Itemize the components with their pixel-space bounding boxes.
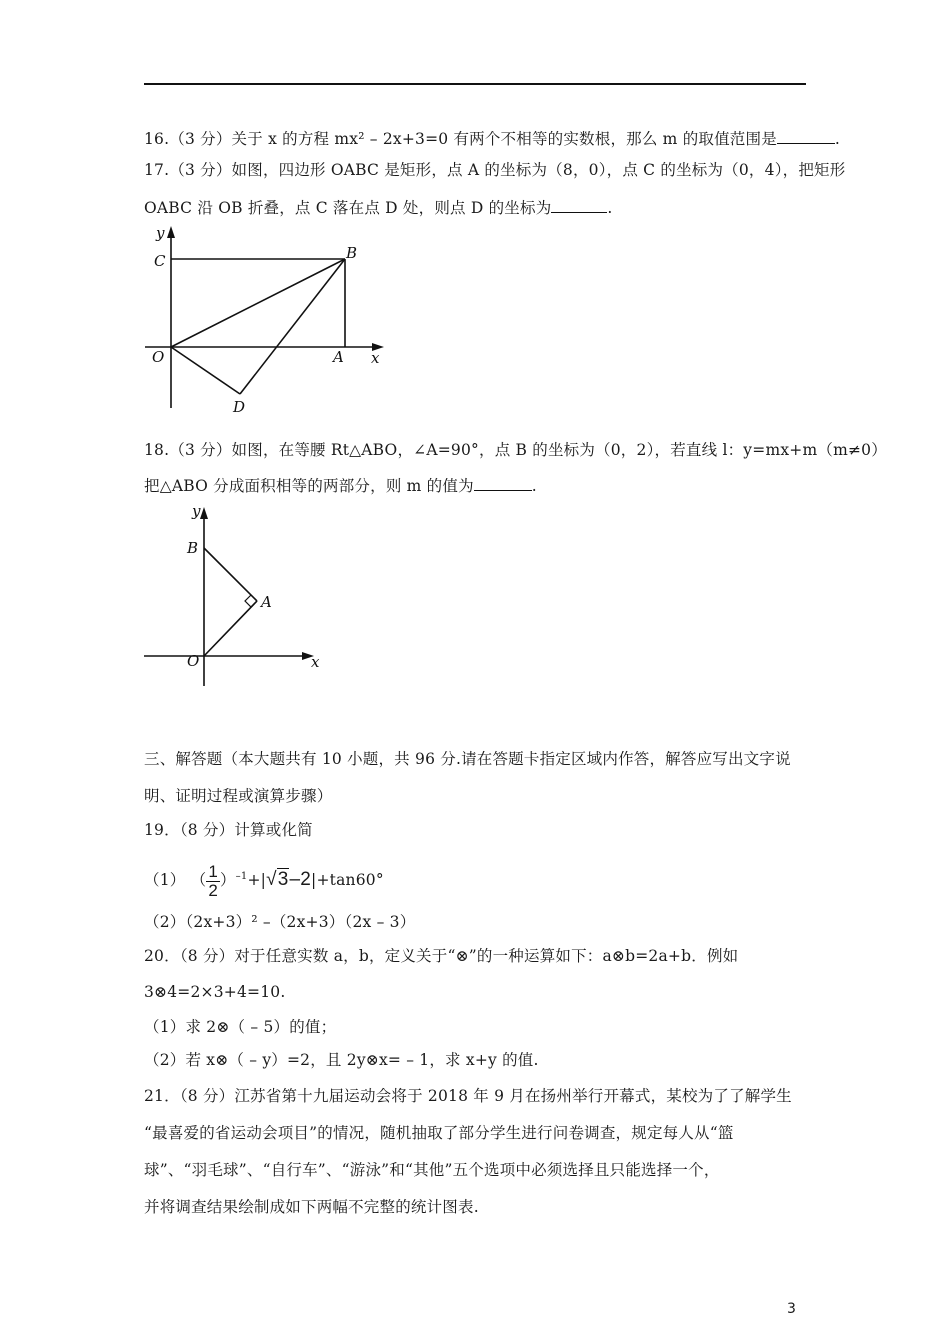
- part1-tail: |+tan60°: [311, 871, 384, 890]
- label-B: B: [187, 539, 199, 557]
- label-A: A: [261, 593, 272, 611]
- segment-OB: [171, 259, 345, 347]
- sqrt-expression: √3: [266, 869, 289, 891]
- label-x: x: [311, 653, 320, 671]
- figure-rectangle-fold: [140, 222, 400, 418]
- header-rule: [144, 83, 806, 85]
- close-paren: ）: [219, 871, 236, 890]
- question-19-part1: [144, 861, 384, 900]
- question-20-line2: 3⊗4=2×3+4=10.: [144, 983, 286, 1001]
- question-18-line2-text: 把△ABO 分成面积相等的两部分，则 m 的值为: [144, 477, 474, 495]
- label-C: C: [154, 252, 166, 270]
- question-16: [144, 129, 840, 149]
- question-17-line1: 17.（3 分）如图，四边形 OABC 是矩形，点 A 的坐标为（8，0），点 C 的坐标为（0，4），把矩形: [144, 161, 846, 179]
- question-17-line2-text: OABC 沿 OB 折叠，点 C 落在点 D 处，则点 D 的坐标为: [144, 199, 552, 217]
- question-16-tail: .: [834, 130, 841, 148]
- segment-BA: [204, 548, 257, 601]
- part-label: （1）: [144, 871, 186, 890]
- section-3-line2: 明、证明过程或演算步骤）: [144, 787, 333, 805]
- segment-OD: [171, 347, 240, 394]
- label-B: B: [346, 244, 358, 262]
- label-O: O: [187, 652, 200, 670]
- label-x: x: [371, 349, 380, 367]
- question-18-line2: [144, 476, 537, 496]
- y-axis-arrow: [200, 507, 208, 519]
- numerator: 1: [208, 861, 218, 881]
- radicand: 3: [277, 869, 289, 891]
- open-paren: （: [190, 871, 207, 890]
- y-axis-arrow: [167, 226, 175, 238]
- answer-blank: [474, 476, 532, 491]
- question-17-line2: [144, 198, 613, 218]
- figure-isosceles-right-triangle: [140, 500, 340, 692]
- question-21-line2: “最喜爱的省运动会项目”的情况，随机抽取了部分学生进行问卷调查，规定每人从“篮: [144, 1124, 734, 1142]
- minus-two: –2: [289, 869, 312, 891]
- right-angle-mark: [245, 595, 257, 607]
- plus-abs: +|: [247, 871, 267, 890]
- denominator: 2: [208, 880, 218, 900]
- question-21-line4: 并将调查结果绘制成如下两幅不完整的统计图表.: [144, 1198, 479, 1216]
- question-20-line1: 20．（8 分）对于任意实数 a，b，定义关于“⊗”的一种运算如下：a⊗b=2a+b．例如: [144, 947, 739, 965]
- fraction-one-half: [206, 863, 220, 900]
- answer-blank: [777, 129, 835, 144]
- label-y: y: [192, 502, 201, 520]
- label-O: O: [152, 348, 165, 366]
- question-19-title: 19．（8 分）计算或化简: [144, 821, 313, 839]
- page-number: 3: [787, 1301, 796, 1317]
- label-y: y: [156, 224, 165, 242]
- question-18-line1: 18.（3 分）如图，在等腰 Rt△ABO，∠A=90°，点 B 的坐标为（0，2），若直线 l：y=mx+m（m≠0）: [144, 441, 887, 459]
- label-D: D: [233, 398, 246, 416]
- question-17-tail: .: [607, 199, 613, 217]
- question-21-line3: 球”、“羽毛球”、“自行车”、“游泳”和“其他”五个选项中必须选择且只能选择一个，: [144, 1161, 720, 1179]
- segment-DB: [240, 259, 345, 394]
- answer-blank: [551, 198, 607, 213]
- question-16-text: 16.（3 分）关于 x 的方程 mx² – 2x+3=0 有两个不相等的实数根，那么 m 的取值范围是: [144, 130, 777, 148]
- question-18-tail: .: [531, 477, 537, 495]
- question-19-part2: （2）（2x+3）² –（2x+3）（2x – 3）: [144, 913, 416, 931]
- label-A: A: [333, 348, 344, 366]
- section-3-line1: 三、解答题（本大题共有 10 小题，共 96 分.请在答题卡指定区域内作答，解答应写出文字说: [144, 750, 791, 768]
- exponent: –1: [235, 871, 248, 882]
- segment-AO: [204, 601, 257, 656]
- question-20-part2: （2）若 x⊗（ – y）=2，且 2y⊗x= – 1，求 x+y 的值.: [144, 1051, 539, 1069]
- question-20-part1: （1）求 2⊗（ – 5）的值；: [144, 1018, 337, 1036]
- question-21-line1: 21．（8 分）江苏省第十九届运动会将于 2018 年 9 月在扬州举行开幕式，某校为了了解学生: [144, 1087, 792, 1105]
